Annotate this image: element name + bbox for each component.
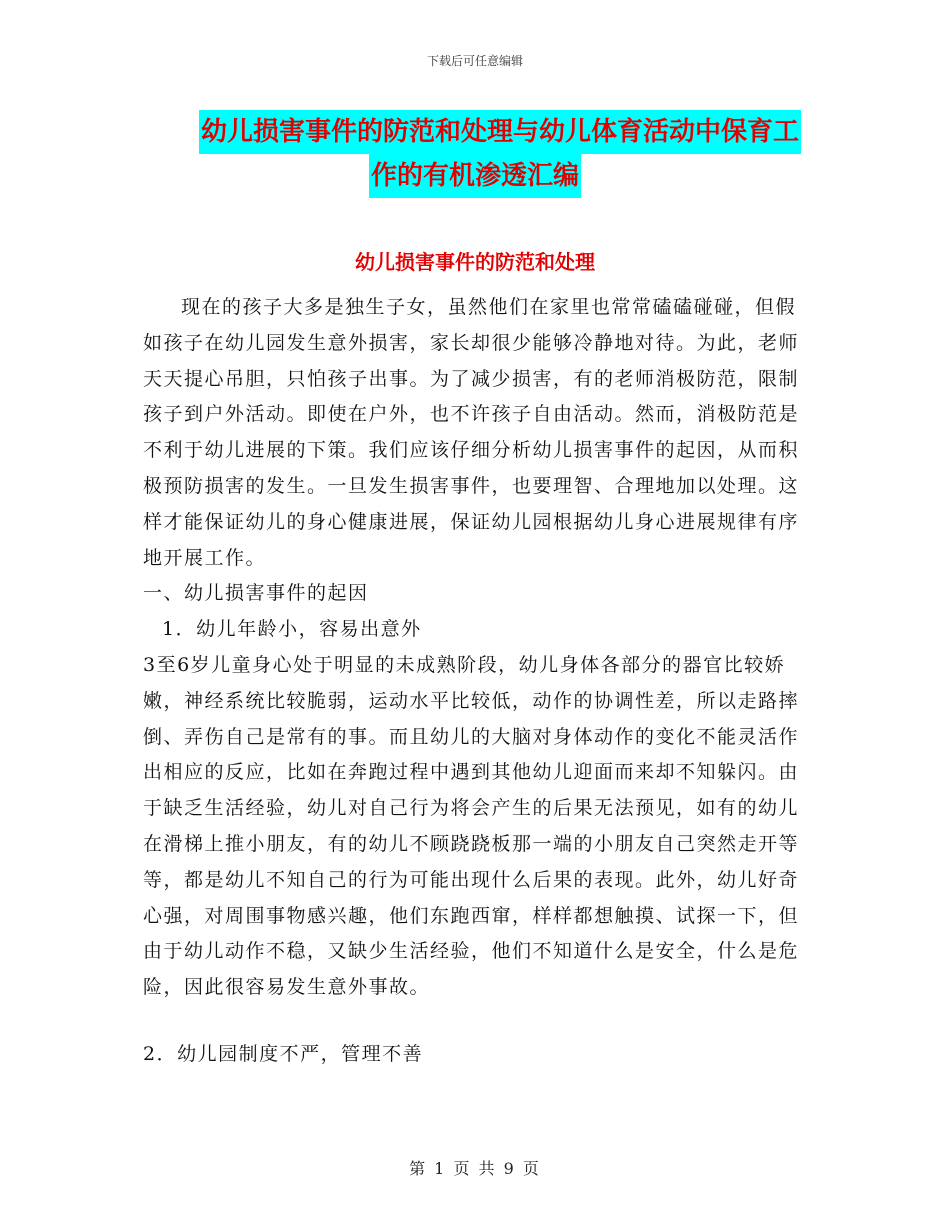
subheading-age: 1．幼儿年龄小，容易出意外 (162, 618, 422, 641)
header-note: 下载后可任意编辑 (426, 54, 523, 68)
paragraph-age: 3至6岁儿童身心处于明显的未成熟阶段，幼儿身体各部分的器官比较娇嫩，神经系统比较脆弱，运动水平比较低，动作的协调性差，所以走路摔倒、弄伤自己是常有的事。而且幼儿的大脑对身体动作的变化不能灵活作出相应的反应，比如在奔跑过程中遇到其他幼儿迎面而来却不知躲闪。由于缺乏生活经验，幼儿对自己行为将会产生的后果无法预见，如有的幼儿在滑梯上推小朋友，有的幼儿不顾跷跷板那一端的小朋友自己突然走开等等，都是幼儿不知自己的行为可能出现什么后果的表现。此外，幼儿好奇心强，对周围事物感兴趣，他们东跑西窜，样样都想触摸、试探一下，但由于幼儿动作不稳，又缺少生活经验，他们不知道什么是安全，什么是危险，因此很容易发生意外事故。 (143, 653, 800, 999)
title-line-2: 作的有机渗透汇编 (369, 154, 581, 198)
title-line-1: 幼儿损害事件的防范和处理与幼儿体育活动中保育工 (199, 110, 801, 154)
section-title: 幼儿损害事件的防范和处理 (355, 250, 595, 274)
document-title (0, 110, 950, 198)
heading-causes: 一、幼儿损害事件的起因 (143, 582, 369, 605)
document-body (143, 290, 813, 1073)
page-footer: 第 1 页 共 9 页 (409, 1159, 541, 1178)
subheading-management: 2．幼儿园制度不严，管理不善 (143, 1042, 424, 1065)
paragraph-intro: 现在的孩子大多是独生子女，虽然他们在家里也常常磕磕碰碰，但假如孩子在幼儿园发生意外损害，家长却很少能够冷静地对待。为此，老师天天提心吊胆，只怕孩子出事。为了减少损害，有的老师消极防范，限制孩子到户外活动。即使在户外，也不许孩子自由活动。然而，消极防范是不利于幼儿进展的下策。我们应该仔细分析幼儿损害事件的起因，从而积极预防损害的发生。一旦发生损害事件，也要理智、合理地加以处理。这样才能保证幼儿的身心健康进展，保证幼儿园根据幼儿身心进展规律有序地开展工作。 (143, 296, 800, 569)
